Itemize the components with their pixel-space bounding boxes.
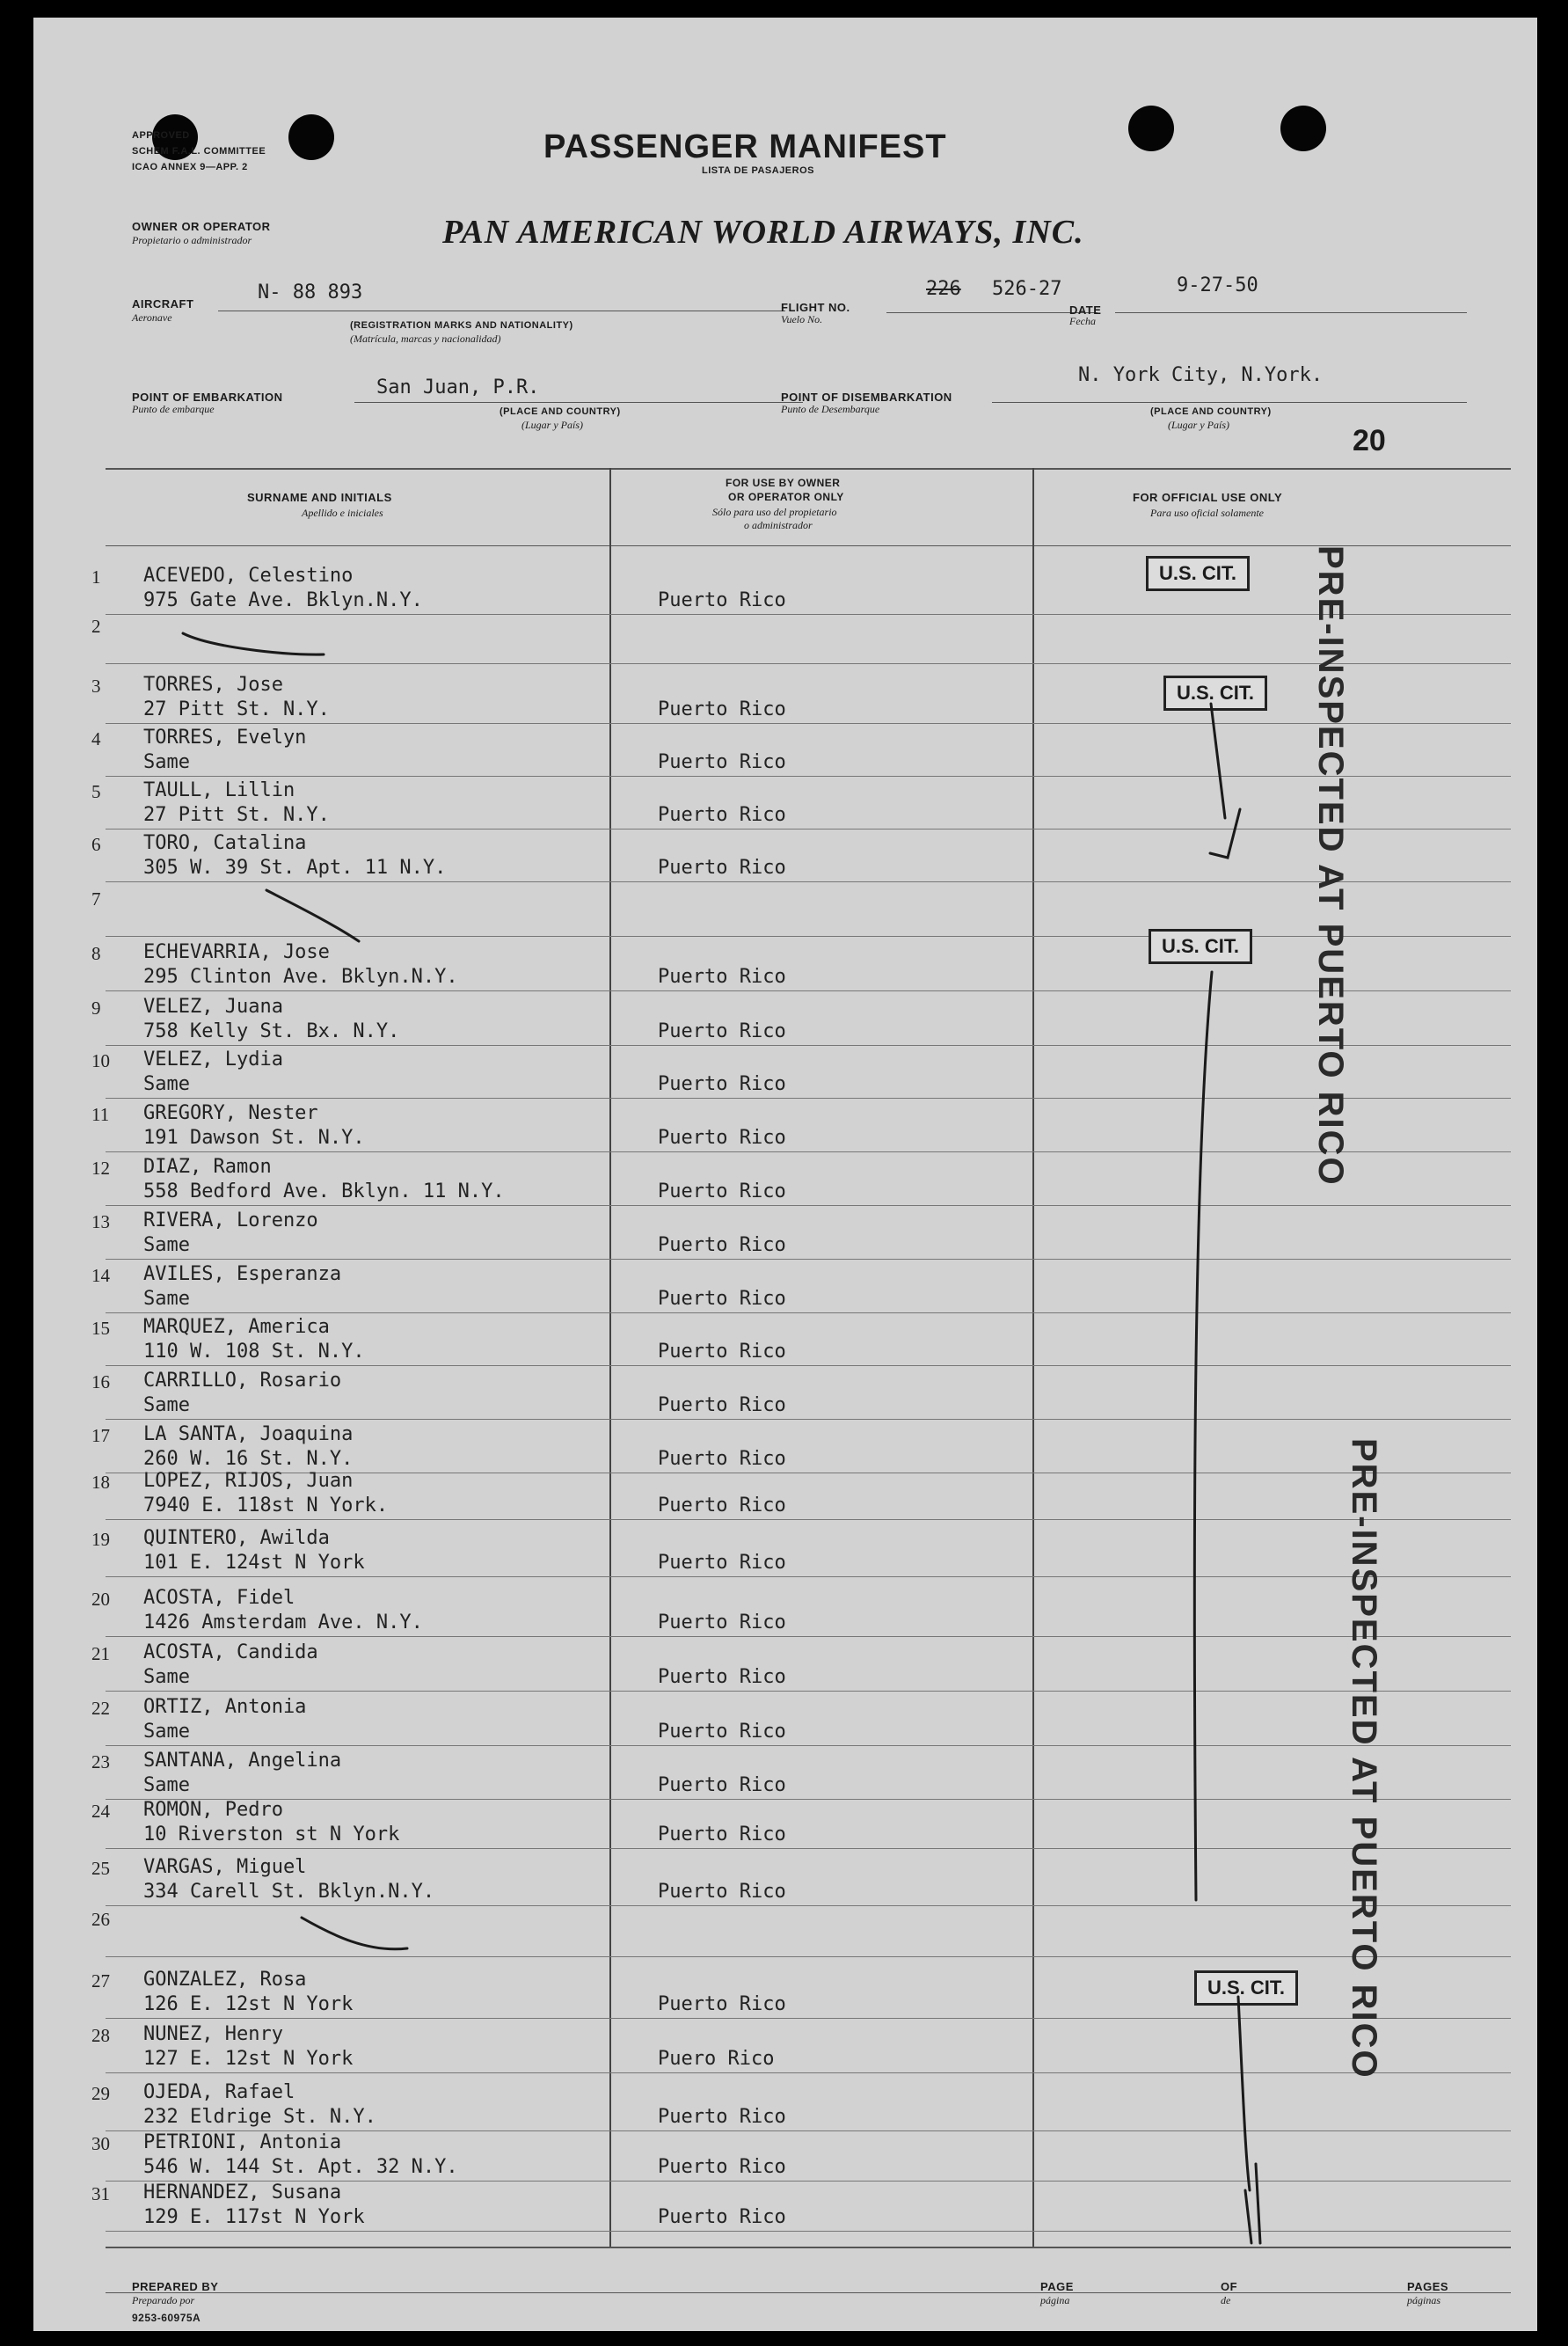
flight-value: 526-27 <box>992 278 1062 300</box>
passenger-address: 10 Riverston st N York <box>143 1823 400 1845</box>
passenger-address: Same <box>143 1721 190 1743</box>
col-header-owner-es: o administrador <box>744 519 813 531</box>
passenger-name: ACOSTA, Fidel <box>143 1587 295 1609</box>
row-number: 1 <box>91 566 101 588</box>
passenger-name: VARGAS, Miguel <box>143 1856 307 1878</box>
row-number: 16 <box>91 1371 110 1392</box>
passenger-name: TORRES, Jose <box>143 674 283 696</box>
passenger-name: ORTIZ, Antonia <box>143 1696 307 1718</box>
embark-value: San Juan, P.R. <box>376 376 540 398</box>
row-number: 24 <box>91 1801 110 1822</box>
passenger-address: 27 Pitt St. N.Y. <box>143 804 330 826</box>
place-note: (PLACE AND COUNTRY) <box>1150 406 1272 417</box>
us-citizen-stamp: U.S. CIT. <box>1163 676 1267 711</box>
passenger-origin: Puerto Rico <box>658 966 786 988</box>
row-number: 4 <box>91 728 101 749</box>
passenger-name: CARRILLO, Rosario <box>143 1370 342 1392</box>
row-number: 5 <box>91 781 101 802</box>
registration-note: (REGISTRATION MARKS AND NATIONALITY) <box>350 320 573 331</box>
pen-marks <box>33 18 1537 2331</box>
embark-label: POINT OF EMBARKATION <box>132 391 283 404</box>
passenger-address: 1426 Amsterdam Ave. N.Y. <box>143 1612 423 1633</box>
passenger-address: Same <box>143 1288 190 1310</box>
passenger-name: LA SANTA, Joaquina <box>143 1423 354 1445</box>
passenger-address: 975 Gate Ave. Bklyn.N.Y. <box>143 589 423 611</box>
passenger-origin: Puerto Rico <box>658 1073 786 1095</box>
passenger-address: 334 Carell St. Bklyn.N.Y. <box>143 1881 435 1903</box>
date-value: 9-27-50 <box>1177 274 1258 296</box>
aircraft-label-es: Aeronave <box>132 311 172 324</box>
aircraft-value: N- 88 893 <box>258 281 363 303</box>
place-note-es: (Lugar y País) <box>1168 419 1229 431</box>
passenger-name: ECHEVARRIA, Jose <box>143 941 330 963</box>
registration-note-es: (Matrícula, marcas y nacionalidad) <box>350 333 501 345</box>
passenger-origin: Puerto Rico <box>658 1495 786 1516</box>
passenger-address: 191 Dawson St. N.Y. <box>143 1127 365 1149</box>
place-note: (PLACE AND COUNTRY) <box>500 406 621 417</box>
pages-label: PAGES <box>1407 2280 1449 2293</box>
passenger-name: ACEVEDO, Celestino <box>143 565 354 587</box>
owner-label-es: Propietario o administrador <box>132 234 252 246</box>
passenger-name: LOPEZ, RIJOS, Juan <box>143 1470 354 1492</box>
row-number: 9 <box>91 998 101 1019</box>
passenger-origin: Puerto Rico <box>658 698 786 720</box>
passenger-address: 7940 E. 118st N York. <box>143 1495 389 1516</box>
passenger-name: GREGORY, Nester <box>143 1102 318 1124</box>
passenger-address: 558 Bedford Ave. Bklyn. 11 N.Y. <box>143 1180 505 1202</box>
passenger-name: OJEDA, Rafael <box>143 2081 295 2103</box>
us-citizen-stamp: U.S. CIT. <box>1149 929 1252 964</box>
passenger-name: NUNEZ, Henry <box>143 2023 283 2045</box>
row-number: 23 <box>91 1751 110 1772</box>
row-number: 17 <box>91 1425 110 1446</box>
passenger-address: Same <box>143 1394 190 1416</box>
row-number: 25 <box>91 1858 110 1879</box>
passenger-origin: Puerto Rico <box>658 1612 786 1633</box>
sheet-number: 20 <box>1353 424 1386 457</box>
passenger-origin: Puerto Rico <box>658 1127 786 1149</box>
passenger-name: ACOSTA, Candida <box>143 1641 318 1663</box>
row-number: 14 <box>91 1265 110 1286</box>
passenger-origin: Puerto Rico <box>658 1394 786 1416</box>
approval-line: ICAO ANNEX 9—APP. 2 <box>132 162 248 172</box>
passenger-origin: Puerto Rico <box>658 1341 786 1363</box>
passenger-name: DIAZ, Ramon <box>143 1156 272 1178</box>
passenger-name: SANTANA, Angelina <box>143 1750 342 1772</box>
passenger-name: TAULL, Lillin <box>143 779 295 801</box>
disembark-label-es: Punto de Desembarque <box>781 403 880 415</box>
passenger-origin: Puerto Rico <box>658 751 786 773</box>
passenger-origin: Puerto Rico <box>658 2206 786 2228</box>
passenger-name: ROMON, Pedro <box>143 1799 283 1821</box>
row-number: 30 <box>91 2133 110 2154</box>
col-header-official: FOR OFFICIAL USE ONLY <box>1133 491 1283 504</box>
aircraft-label: AIRCRAFT <box>132 297 194 311</box>
col-header-owner: FOR USE BY OWNER <box>726 477 841 489</box>
row-number: 27 <box>91 1970 110 1992</box>
passenger-address: 758 Kelly St. Bx. N.Y. <box>143 1020 400 1042</box>
row-number: 28 <box>91 2025 110 2046</box>
col-header-name-es: Apellido e iniciales <box>302 507 383 519</box>
passenger-origin: Puerto Rico <box>658 1823 786 1845</box>
passenger-address: Same <box>143 1666 190 1688</box>
passenger-origin: Puerto Rico <box>658 2106 786 2128</box>
col-header-official-es: Para uso oficial solamente <box>1150 507 1264 519</box>
flight-label-es: Vuelo No. <box>781 313 823 325</box>
row-number: 11 <box>91 1104 110 1125</box>
row-number: 21 <box>91 1643 110 1664</box>
row-number: 18 <box>91 1472 110 1493</box>
passenger-origin: Puerto Rico <box>658 1180 786 1202</box>
us-citizen-stamp: U.S. CIT. <box>1194 1970 1298 2006</box>
date-label: DATE <box>1069 303 1102 317</box>
flight-struck: 226 <box>926 278 961 300</box>
passenger-address: 110 W. 108 St. N.Y. <box>143 1341 365 1363</box>
flight-label: FLIGHT NO. <box>781 301 850 314</box>
row-number: 2 <box>91 616 101 637</box>
passenger-name: HERNANDEZ, Susana <box>143 2182 342 2203</box>
passenger-name: VELEZ, Lydia <box>143 1049 283 1071</box>
row-number: 12 <box>91 1158 110 1179</box>
passenger-address: 127 E. 12st N York <box>143 2048 354 2070</box>
disembark-value: N. York City, N.York. <box>1078 364 1324 386</box>
passenger-address: 129 E. 117st N York <box>143 2206 365 2228</box>
form-number: 9253-60975A <box>132 2312 201 2324</box>
passenger-address: 546 W. 144 St. Apt. 32 N.Y. <box>143 2156 458 2178</box>
passenger-name: RIVERA, Lorenzo <box>143 1210 318 1231</box>
col-header-name: SURNAME AND INITIALS <box>247 491 392 504</box>
prepared-label: PREPARED BY <box>132 2280 219 2293</box>
passenger-origin: Puero Rico <box>658 2048 775 2070</box>
passenger-name: MARQUEZ, America <box>143 1316 330 1338</box>
col-header-owner: OR OPERATOR ONLY <box>728 491 844 503</box>
row-number: 31 <box>91 2183 110 2204</box>
date-label-es: Fecha <box>1069 315 1096 327</box>
passenger-origin: Puerto Rico <box>658 589 786 611</box>
row-number: 7 <box>91 888 101 910</box>
passenger-name: PETRIONI, Antonia <box>143 2131 342 2153</box>
row-number: 29 <box>91 2083 110 2104</box>
passenger-origin: Puerto Rico <box>658 1020 786 1042</box>
row-number: 20 <box>91 1589 110 1610</box>
passenger-origin: Puerto Rico <box>658 1721 786 1743</box>
page-label: PAGE <box>1040 2280 1074 2293</box>
row-number: 15 <box>91 1318 110 1339</box>
preinspected-stamp: PRE-INSPECTED AT PUERTO RICO <box>1311 545 1350 1187</box>
passenger-address: 126 E. 12st N York <box>143 1993 354 2015</box>
passenger-address: 295 Clinton Ave. Bklyn.N.Y. <box>143 966 458 988</box>
passenger-name: QUINTERO, Awilda <box>143 1527 330 1549</box>
passenger-origin: Puerto Rico <box>658 1993 786 2015</box>
of-label-es: de <box>1221 2294 1231 2306</box>
owner-label: OWNER OR OPERATOR <box>132 220 271 233</box>
row-number: 19 <box>91 1529 110 1550</box>
col-header-owner-es: Sólo para uso del propietario <box>712 506 837 518</box>
row-number: 8 <box>91 943 101 964</box>
passenger-address: 305 W. 39 St. Apt. 11 N.Y. <box>143 857 447 879</box>
disembark-label: POINT OF DISEMBARKATION <box>781 391 952 404</box>
passenger-origin: Puerto Rico <box>658 1666 786 1688</box>
page-label-es: página <box>1040 2294 1070 2306</box>
row-number: 22 <box>91 1698 110 1719</box>
passenger-address: Same <box>143 751 190 773</box>
embark-label-es: Punto de embarque <box>132 403 215 415</box>
of-label: OF <box>1221 2280 1238 2293</box>
passenger-address: 232 Eldrige St. N.Y. <box>143 2106 376 2128</box>
approval-line: APPROVED <box>132 130 190 141</box>
us-citizen-stamp: U.S. CIT. <box>1146 556 1250 591</box>
owner-value: PAN AMERICAN WORLD AIRWAYS, INC. <box>442 214 1084 251</box>
page-title-es: LISTA DE PASAJEROS <box>702 165 814 176</box>
passenger-origin: Puerto Rico <box>658 1881 786 1903</box>
passenger-origin: Puerto Rico <box>658 2156 786 2178</box>
passenger-address: 101 E. 124st N York <box>143 1552 365 1574</box>
passenger-address: Same <box>143 1234 190 1256</box>
row-number: 13 <box>91 1211 110 1232</box>
passenger-address: Same <box>143 1073 190 1095</box>
row-number: 3 <box>91 676 101 697</box>
passenger-address: 27 Pitt St. N.Y. <box>143 698 330 720</box>
row-number: 10 <box>91 1050 110 1071</box>
page-title: PASSENGER MANIFEST <box>543 128 947 165</box>
preinspected-stamp: PRE-INSPECTED AT PUERTO RICO <box>1345 1438 1383 2079</box>
passenger-address: Same <box>143 1774 190 1796</box>
passenger-name: GONZALEZ, Rosa <box>143 1969 307 1991</box>
prepared-label-es: Preparado por <box>132 2294 195 2306</box>
passenger-origin: Puerto Rico <box>658 1774 786 1796</box>
manifest-sheet <box>33 18 1537 2331</box>
passenger-address: 260 W. 16 St. N.Y. <box>143 1448 354 1470</box>
passenger-origin: Puerto Rico <box>658 857 786 879</box>
approval-line: SCHEM F.A.L. COMMITTEE <box>132 146 266 157</box>
passenger-name: AVILES, Esperanza <box>143 1263 342 1285</box>
passenger-name: VELEZ, Juana <box>143 996 283 1018</box>
passenger-origin: Puerto Rico <box>658 1552 786 1574</box>
passenger-origin: Puerto Rico <box>658 1448 786 1470</box>
row-number: 6 <box>91 834 101 855</box>
passenger-origin: Puerto Rico <box>658 804 786 826</box>
row-number: 26 <box>91 1909 110 1930</box>
pages-label-es: páginas <box>1407 2294 1441 2306</box>
passenger-origin: Puerto Rico <box>658 1288 786 1310</box>
passenger-origin: Puerto Rico <box>658 1234 786 1256</box>
passenger-name: TORO, Catalina <box>143 832 307 854</box>
passenger-name: TORRES, Evelyn <box>143 727 307 749</box>
place-note-es: (Lugar y País) <box>521 419 583 431</box>
